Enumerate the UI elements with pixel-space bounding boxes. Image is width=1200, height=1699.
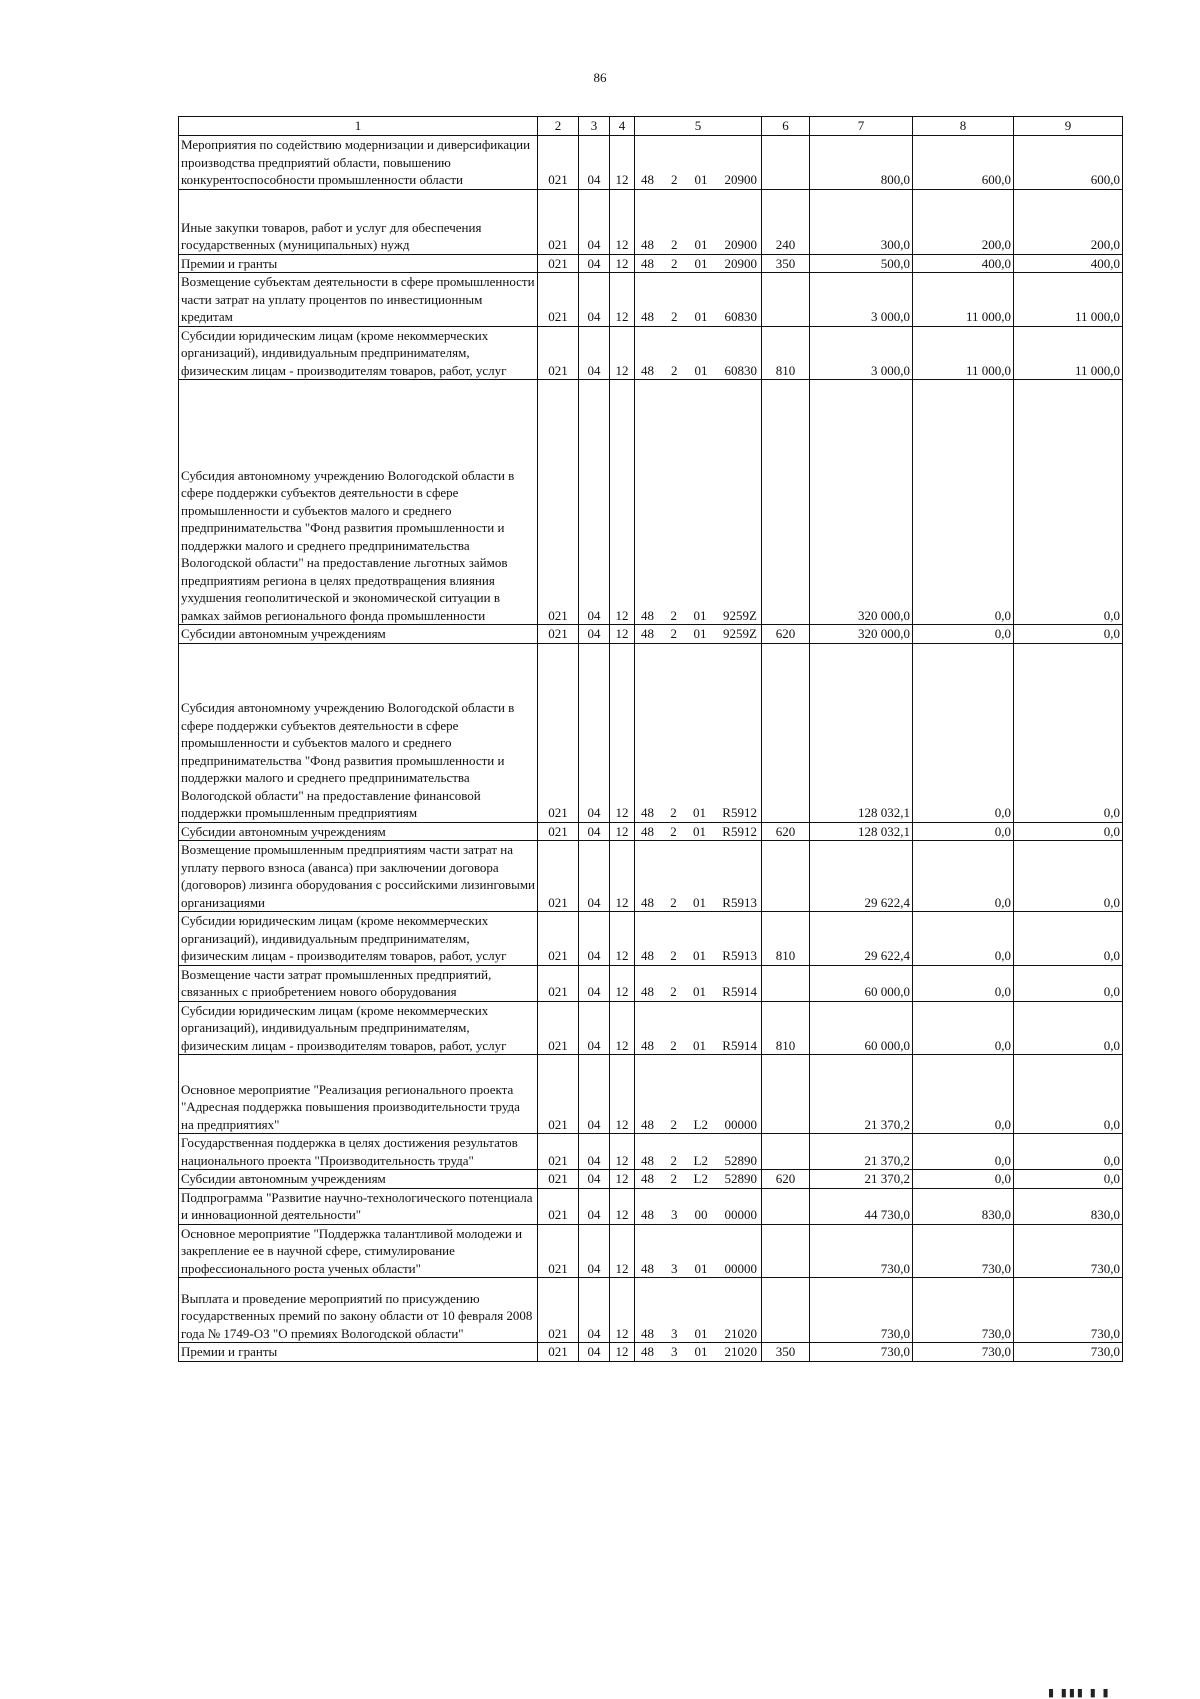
code-part: 48 [641, 362, 654, 378]
code-part: 2 [670, 1152, 678, 1168]
section-code: 04 [579, 1343, 610, 1362]
amount-year-1: 21 370,2 [810, 1134, 913, 1170]
amount-year-1: 320 000,0 [810, 380, 913, 625]
code-part: 2 [670, 805, 677, 820]
table-row [179, 254, 1123, 273]
code-part: 20900 [724, 237, 757, 252]
expense-type-code: 810 [762, 912, 810, 966]
section-code: 04 [579, 822, 610, 841]
subsection-code: 12 [610, 136, 635, 190]
row-description: Субсидии юридическим лицам (кроме некоммерческих организаций), индивидуальным предпринимателям, физическим лицам - производителям товаров, работ, услуг [179, 1001, 538, 1055]
code-part: 01 [694, 255, 708, 271]
target-article-code [635, 326, 762, 380]
code-part: 21020 [724, 1344, 757, 1359]
expense-type-code: 620 [762, 822, 810, 841]
subsection-code: 12 [610, 326, 635, 380]
code-part: 48 [641, 1325, 654, 1341]
section-code: 04 [579, 1224, 610, 1278]
ministry-code: 021 [538, 841, 579, 912]
row-description: Подпрограмма "Развитие научно-технологического потенциала и инновационной деятельности" [179, 1188, 538, 1224]
code-part: 01 [693, 1037, 707, 1053]
row-description: Субсидия автономному учреждению Вологодской области в сфере поддержки субъектов деятельности в сфере промышленности и субъектов малого и среднего предпринимательства "Фонд развития промышленности и поддержки малого и среднего предпринимательства Вологодской области" на предоставление льготных займов предприятиям региона в целях предотвращения влияния ухудшения геополитической и экономической ситуации в рамках займов регионального фонда промышленности [179, 380, 538, 625]
amount-year-2: 730,0 [913, 1343, 1014, 1362]
section-code: 04 [579, 841, 610, 912]
expense-type-code: 620 [762, 1170, 810, 1189]
code-part: 2 [670, 1116, 678, 1132]
target-article-code [635, 1170, 762, 1189]
code-part: 01 [694, 1325, 708, 1341]
code-part: L2 [693, 1171, 708, 1186]
code-part: 2 [670, 948, 677, 963]
subsection-code: 12 [610, 841, 635, 912]
amount-year-2: 400,0 [913, 254, 1014, 273]
code-part: 48 [641, 1152, 654, 1168]
ministry-code: 021 [538, 380, 579, 625]
amount-year-1: 21 370,2 [810, 1055, 913, 1134]
amount-year-3: 0,0 [1014, 1134, 1123, 1170]
amount-year-2: 0,0 [913, 1134, 1014, 1170]
target-article-code [635, 912, 762, 966]
amount-year-2: 11 000,0 [913, 273, 1014, 327]
table-row [179, 1001, 1123, 1055]
table-row [179, 189, 1123, 254]
ministry-code: 021 [538, 1001, 579, 1055]
code-part: 2 [671, 255, 678, 271]
amount-year-1: 44 730,0 [810, 1188, 913, 1224]
amount-year-3: 0,0 [1014, 643, 1123, 822]
code-part: 2 [670, 607, 678, 623]
header-cell: 9 [1014, 117, 1123, 136]
code-part: 00000 [724, 1116, 757, 1132]
target-article-code [635, 965, 762, 1001]
section-code: 04 [579, 1001, 610, 1055]
target-article-code [635, 1343, 762, 1362]
amount-year-3: 730,0 [1014, 1224, 1123, 1278]
subsection-code: 12 [610, 1001, 635, 1055]
code-part: 60830 [724, 362, 757, 378]
expense-type-code [762, 1188, 810, 1224]
table-row [179, 841, 1123, 912]
amount-year-3: 11 000,0 [1014, 273, 1123, 327]
target-article-code [635, 643, 762, 822]
code-part: 00000 [724, 1207, 757, 1222]
header-cell: 4 [610, 117, 635, 136]
target-article-code [635, 1134, 762, 1170]
code-part: 2 [670, 626, 678, 641]
code-part: 48 [641, 894, 654, 910]
expense-type-code [762, 841, 810, 912]
target-article-code [635, 822, 762, 841]
amount-year-3: 11 000,0 [1014, 326, 1123, 380]
row-description: Основное мероприятие "Реализация регионального проекта "Адресная поддержка повышения производительности труда на предприятиях" [179, 1055, 538, 1134]
amount-year-1: 3 000,0 [810, 273, 913, 327]
amount-year-2: 200,0 [913, 189, 1014, 254]
subsection-code: 12 [610, 625, 635, 644]
amount-year-1: 730,0 [810, 1278, 913, 1343]
code-part: 3 [671, 1207, 678, 1222]
code-part: 2 [670, 823, 677, 839]
table-row [179, 1170, 1123, 1189]
code-part: 60830 [724, 309, 757, 324]
ministry-code: 021 [538, 965, 579, 1001]
code-part: 2 [671, 309, 678, 324]
subsection-code: 12 [610, 1343, 635, 1362]
page-number: 86 [593, 70, 607, 85]
subsection-code: 12 [610, 1278, 635, 1343]
code-part: 01 [693, 894, 707, 910]
section-code: 04 [579, 1134, 610, 1170]
code-part: 3 [671, 1344, 678, 1359]
table-row [179, 1055, 1123, 1134]
subsection-code: 12 [610, 189, 635, 254]
expense-type-code: 620 [762, 625, 810, 644]
subsection-code: 12 [610, 380, 635, 625]
ministry-code: 021 [538, 1134, 579, 1170]
code-part: 48 [641, 1037, 654, 1053]
ministry-code: 021 [538, 912, 579, 966]
target-article-code [635, 1224, 762, 1278]
expense-type-code [762, 1055, 810, 1134]
code-part: R5914 [722, 984, 757, 999]
section-code: 04 [579, 965, 610, 1001]
header-cell: 6 [762, 117, 810, 136]
ministry-code: 021 [538, 136, 579, 190]
amount-year-3: 0,0 [1014, 380, 1123, 625]
subsection-code: 12 [610, 1134, 635, 1170]
ministry-code: 021 [538, 189, 579, 254]
section-code: 04 [579, 643, 610, 822]
table-row [179, 1188, 1123, 1224]
amount-year-2: 0,0 [913, 1001, 1014, 1055]
amount-year-3: 0,0 [1014, 1001, 1123, 1055]
subsection-code: 12 [610, 965, 635, 1001]
amount-year-1: 800,0 [810, 136, 913, 190]
amount-year-2: 0,0 [913, 841, 1014, 912]
target-article-code [635, 625, 762, 644]
header-cell: 7 [810, 117, 913, 136]
target-article-code [635, 189, 762, 254]
amount-year-1: 60 000,0 [810, 1001, 913, 1055]
amount-year-3: 0,0 [1014, 912, 1123, 966]
row-description: Субсидия автономному учреждению Вологодской области в сфере поддержки субъектов деятельности в сфере промышленности и субъектов малого и среднего предпринимательства "Фонд развития промышленности и поддержки малого и среднего предпринимательства Вологодской области" на предоставление финансовой поддержки промышленным предприятиям [179, 643, 538, 822]
expense-type-code [762, 136, 810, 190]
amount-year-1: 21 370,2 [810, 1170, 913, 1189]
subsection-code: 12 [610, 1055, 635, 1134]
code-part: 48 [641, 626, 654, 641]
amount-year-1: 300,0 [810, 189, 913, 254]
amount-year-1: 320 000,0 [810, 625, 913, 644]
amount-year-2: 0,0 [913, 1055, 1014, 1134]
ministry-code: 021 [538, 273, 579, 327]
amount-year-3: 0,0 [1014, 841, 1123, 912]
amount-year-1: 500,0 [810, 254, 913, 273]
table-row [179, 1278, 1123, 1343]
expense-type-code [762, 965, 810, 1001]
amount-year-2: 730,0 [913, 1224, 1014, 1278]
amount-year-3: 400,0 [1014, 254, 1123, 273]
subsection-code: 12 [610, 822, 635, 841]
subsection-code: 12 [610, 254, 635, 273]
amount-year-3: 0,0 [1014, 965, 1123, 1001]
code-part: 01 [693, 823, 707, 839]
code-part: 2 [671, 362, 678, 378]
section-code: 04 [579, 189, 610, 254]
section-code: 04 [579, 326, 610, 380]
code-part: 3 [671, 1325, 678, 1341]
row-description: Выплата и проведение мероприятий по присуждению государственных премий по закону области от 10 февраля 2008 года № 1749-ОЗ "О премиях Вологодской области" [179, 1278, 538, 1343]
table-row [179, 965, 1123, 1001]
amount-year-1: 730,0 [810, 1224, 913, 1278]
table-row [179, 380, 1123, 625]
amount-year-1: 29 622,4 [810, 841, 913, 912]
code-part: 01 [694, 237, 708, 252]
target-article-code [635, 841, 762, 912]
target-article-code [635, 1001, 762, 1055]
amount-year-3: 600,0 [1014, 136, 1123, 190]
code-part: 48 [641, 1260, 654, 1276]
section-code: 04 [579, 1188, 610, 1224]
amount-year-3: 0,0 [1014, 822, 1123, 841]
code-part: 2 [671, 172, 678, 187]
ministry-code: 021 [538, 1188, 579, 1224]
ministry-code: 021 [538, 254, 579, 273]
row-description: Иные закупки товаров, работ и услуг для обеспечения государственных (муниципальных) нужд [179, 189, 538, 254]
amount-year-1: 29 622,4 [810, 912, 913, 966]
code-part: 01 [694, 1260, 708, 1276]
code-part: 01 [694, 362, 708, 378]
section-code: 04 [579, 1278, 610, 1343]
subsection-code: 12 [610, 273, 635, 327]
code-part: 01 [693, 607, 707, 623]
ministry-code: 021 [538, 326, 579, 380]
target-article-code [635, 380, 762, 625]
ministry-code: 021 [538, 625, 579, 644]
code-part: 48 [641, 309, 654, 324]
amount-year-3: 730,0 [1014, 1343, 1123, 1362]
ministry-code: 021 [538, 643, 579, 822]
header-row [179, 117, 1123, 136]
code-part: 48 [641, 237, 654, 252]
amount-year-2: 830,0 [913, 1188, 1014, 1224]
code-part: 52890 [724, 1152, 757, 1168]
expense-type-code [762, 1134, 810, 1170]
code-part: 01 [693, 948, 707, 963]
code-part: 52890 [724, 1171, 757, 1186]
code-part: 3 [671, 1260, 678, 1276]
amount-year-2: 600,0 [913, 136, 1014, 190]
row-description: Премии и гранты [179, 254, 538, 273]
code-part: 01 [694, 1344, 708, 1359]
code-part: 48 [641, 823, 654, 839]
code-part: 48 [641, 1344, 654, 1359]
expense-type-code: 240 [762, 189, 810, 254]
row-description: Премии и гранты [179, 1343, 538, 1362]
table-row [179, 273, 1123, 327]
ministry-code: 021 [538, 1055, 579, 1134]
section-code: 04 [579, 254, 610, 273]
code-part: 01 [693, 805, 707, 820]
table-body [179, 136, 1123, 1362]
table-row [179, 912, 1123, 966]
section-code: 04 [579, 1055, 610, 1134]
amount-year-2: 0,0 [913, 625, 1014, 644]
code-part: 2 [670, 894, 677, 910]
section-code: 04 [579, 625, 610, 644]
amount-year-2: 0,0 [913, 643, 1014, 822]
section-code: 04 [579, 912, 610, 966]
row-description: Субсидии автономным учреждениям [179, 822, 538, 841]
target-article-code [635, 136, 762, 190]
expense-type-code [762, 1278, 810, 1343]
row-description: Субсидии автономным учреждениям [179, 1170, 538, 1189]
expense-type-code [762, 643, 810, 822]
code-part: 48 [641, 1171, 654, 1186]
code-part: 48 [641, 607, 654, 623]
expense-type-code: 350 [762, 1343, 810, 1362]
table-row [179, 1134, 1123, 1170]
code-part: 9259Z [723, 626, 757, 641]
target-article-code [635, 254, 762, 273]
section-code: 04 [579, 273, 610, 327]
code-part: 48 [641, 984, 654, 999]
subsection-code: 12 [610, 912, 635, 966]
table-row [179, 326, 1123, 380]
code-part: 2 [670, 1171, 678, 1186]
expense-type-code: 810 [762, 1001, 810, 1055]
header-cell: 5 [635, 117, 762, 136]
code-part: 01 [693, 626, 707, 641]
amount-year-1: 128 032,1 [810, 643, 913, 822]
amount-year-2: 0,0 [913, 380, 1014, 625]
header-cell: 8 [913, 117, 1014, 136]
budget-table [178, 116, 1123, 1362]
row-description: Возмещение субъектам деятельности в сфере промышленности части затрат на уплату процентов по инвестиционным кредитам [179, 273, 538, 327]
table-row [179, 643, 1123, 822]
expense-type-code: 350 [762, 254, 810, 273]
row-description: Субсидии автономным учреждениям [179, 625, 538, 644]
code-part: 48 [641, 1116, 654, 1132]
code-part: 48 [641, 948, 654, 963]
code-part: 48 [641, 172, 654, 187]
amount-year-2: 0,0 [913, 912, 1014, 966]
amount-year-3: 730,0 [1014, 1278, 1123, 1343]
amount-year-2: 730,0 [913, 1278, 1014, 1343]
amount-year-3: 0,0 [1014, 1170, 1123, 1189]
target-article-code [635, 1055, 762, 1134]
target-article-code [635, 1278, 762, 1343]
row-description: Мероприятия по содействию модернизации и диверсификации производства предприятий области, повышению конкурентоспособности промышленности области [179, 136, 538, 190]
row-description: Субсидии юридическим лицам (кроме некоммерческих организаций), индивидуальным предпринимателям, физическим лицам - производителям товаров, работ, услуг [179, 912, 538, 966]
subsection-code: 12 [610, 1188, 635, 1224]
code-part: 48 [641, 1207, 654, 1222]
subsection-code: 12 [610, 643, 635, 822]
section-code: 04 [579, 1170, 610, 1189]
row-description: Основное мероприятие "Поддержка талантливой молодежи и закрепление ее в научной сфере, стимулирование профессионального роста ученых области" [179, 1224, 538, 1278]
code-part: 21020 [724, 1325, 757, 1341]
code-part: L2 [693, 1152, 708, 1168]
scan-marks: ▮ ▮▮▮ ▮ ▮ [1048, 1687, 1111, 1699]
table-row [179, 625, 1123, 644]
code-part: 20900 [724, 255, 757, 271]
subsection-code: 12 [610, 1224, 635, 1278]
code-part: 48 [641, 255, 654, 271]
header-cell: 2 [538, 117, 579, 136]
code-part: 01 [694, 309, 708, 324]
code-part: L2 [693, 1116, 708, 1132]
amount-year-3: 830,0 [1014, 1188, 1123, 1224]
subsection-code: 12 [610, 1170, 635, 1189]
code-part: 9259Z [723, 607, 757, 623]
amount-year-3: 0,0 [1014, 625, 1123, 644]
amount-year-1: 3 000,0 [810, 326, 913, 380]
code-part: 48 [641, 805, 654, 820]
amount-year-1: 60 000,0 [810, 965, 913, 1001]
code-part: R5912 [722, 823, 757, 839]
target-article-code [635, 273, 762, 327]
amount-year-2: 0,0 [913, 965, 1014, 1001]
row-description: Государственная поддержка в целях достижения результатов национального проекта "Производительность труда" [179, 1134, 538, 1170]
code-part: R5914 [722, 1037, 757, 1053]
table-row [179, 1343, 1123, 1362]
expense-type-code [762, 380, 810, 625]
expense-type-code [762, 1224, 810, 1278]
code-part: R5913 [722, 948, 757, 963]
expense-type-code [762, 273, 810, 327]
row-description: Субсидии юридическим лицам (кроме некоммерческих организаций), индивидуальным предпринимателям, физическим лицам - производителям товаров, работ, услуг [179, 326, 538, 380]
amount-year-2: 0,0 [913, 822, 1014, 841]
amount-year-1: 730,0 [810, 1343, 913, 1362]
ministry-code: 021 [538, 1278, 579, 1343]
code-part: 01 [693, 984, 707, 999]
code-part: 00000 [724, 1260, 757, 1276]
amount-year-3: 200,0 [1014, 189, 1123, 254]
amount-year-1: 128 032,1 [810, 822, 913, 841]
amount-year-2: 0,0 [913, 1170, 1014, 1189]
code-part: 2 [670, 1037, 677, 1053]
header-cell: 3 [579, 117, 610, 136]
table-row [179, 1224, 1123, 1278]
code-part: 2 [671, 237, 678, 252]
amount-year-2: 11 000,0 [913, 326, 1014, 380]
code-part: 00 [694, 1207, 708, 1222]
code-part: 01 [694, 172, 708, 187]
ministry-code: 021 [538, 1224, 579, 1278]
row-description: Возмещение промышленным предприятиям части затрат на уплату первого взноса (аванса) при заключении договора (договоров) лизинга оборудования с российскими лизинговыми организациями [179, 841, 538, 912]
target-article-code [635, 1188, 762, 1224]
table-row [179, 136, 1123, 190]
ministry-code: 021 [538, 1170, 579, 1189]
section-code: 04 [579, 136, 610, 190]
code-part: 2 [670, 984, 677, 999]
row-description: Возмещение части затрат промышленных предприятий, связанных с приобретением нового оборудования [179, 965, 538, 1001]
code-part: 20900 [724, 172, 757, 187]
expense-type-code: 810 [762, 326, 810, 380]
section-code: 04 [579, 380, 610, 625]
code-part: R5912 [722, 805, 757, 820]
ministry-code: 021 [538, 822, 579, 841]
code-part: R5913 [722, 894, 757, 910]
ministry-code: 021 [538, 1343, 579, 1362]
header-cell: 1 [179, 117, 538, 136]
amount-year-3: 0,0 [1014, 1055, 1123, 1134]
table-row [179, 822, 1123, 841]
